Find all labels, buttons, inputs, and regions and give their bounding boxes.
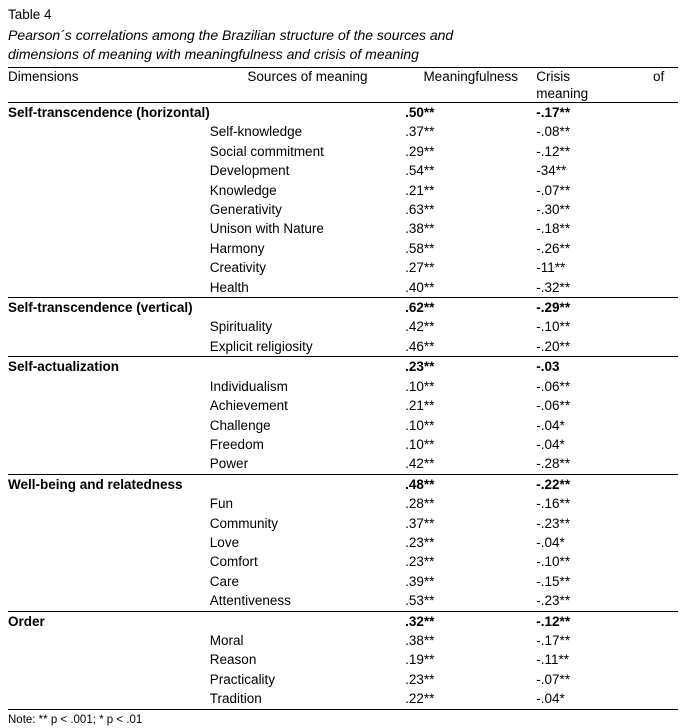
cell-dimension	[8, 337, 210, 357]
table-row	[8, 258, 678, 277]
caption-word-10: and	[429, 27, 454, 43]
caption-word-2: correlations	[75, 27, 149, 43]
cell-meaningfulness: .29**	[405, 143, 435, 159]
cell-crisis: -.16**	[536, 496, 571, 512]
cell-source: Care	[209, 573, 240, 589]
cell-dimension	[8, 650, 210, 669]
cell-meaningfulness: .27**	[405, 260, 435, 276]
cell-meaningfulness: .21**	[405, 398, 435, 414]
table-row	[8, 631, 678, 650]
cell-dimension	[8, 142, 210, 161]
cell-source: Knowledge	[209, 182, 277, 198]
cell-meaningfulness: .37**	[405, 515, 435, 531]
cell-crisis: -.11**	[536, 652, 570, 668]
cell-crisis: -.03	[536, 357, 678, 377]
cell-source: Generativity	[209, 202, 282, 218]
cell-crisis: -.10**	[536, 554, 571, 570]
cell-meaningfulness: .48**	[405, 474, 536, 494]
cell-source: Challenge	[209, 417, 271, 433]
cell-source	[210, 474, 405, 494]
table-row-group	[8, 103, 678, 123]
cell-dimension	[8, 631, 210, 650]
cell-meaningfulness: .22**	[405, 691, 435, 707]
cell-dimension	[8, 258, 210, 277]
caption-word-7: of	[337, 27, 350, 43]
header-crisis-word-2: of	[653, 69, 665, 84]
cell-source: Spirituality	[209, 319, 273, 335]
cell-source: Moral	[209, 632, 244, 648]
cell-source: Power	[209, 456, 249, 472]
caption-word-9: sources	[376, 27, 426, 43]
caption-word-4: the	[198, 27, 219, 43]
table-row	[8, 377, 678, 396]
table-row-group	[8, 474, 678, 494]
caption-word-8: the	[353, 27, 374, 43]
cell-meaningfulness: .50**	[405, 103, 536, 123]
table-row	[8, 122, 678, 141]
cell-source: Health	[209, 279, 249, 295]
table-row	[8, 454, 678, 474]
cell-meaningfulness: .28**	[405, 496, 435, 512]
table-row	[8, 533, 678, 552]
cell-source: Achievement	[209, 398, 288, 414]
cell-meaningfulness: .54**	[405, 163, 435, 179]
cell-crisis: -.28**	[536, 456, 571, 472]
cell-meaningfulness: .46**	[405, 338, 435, 354]
cell-meaningfulness: .62**	[405, 298, 536, 318]
cell-source	[210, 103, 405, 123]
table-row	[8, 317, 678, 336]
cell-dimension	[8, 396, 210, 415]
cell-crisis: -.29**	[536, 298, 678, 318]
cell-dimension: Order	[8, 611, 210, 631]
cell-meaningfulness: .21**	[405, 182, 435, 198]
cell-crisis: -.07**	[536, 671, 571, 687]
cell-crisis: -.06**	[536, 378, 571, 394]
caption-word-1: Pearson´s	[8, 27, 72, 43]
cell-meaningfulness: .42**	[405, 456, 435, 472]
table-row	[8, 494, 678, 513]
cell-source: Unison with Nature	[209, 221, 324, 237]
cell-meaningfulness: .10**	[405, 417, 435, 433]
cell-source: Practicality	[209, 671, 276, 687]
cell-source	[210, 611, 405, 631]
table-row	[8, 396, 678, 415]
cell-meaningfulness: .10**	[405, 378, 435, 394]
cell-source: Tradition	[209, 691, 262, 707]
table-row	[8, 181, 678, 200]
table-header-row	[8, 68, 678, 103]
table-number: Table 4	[8, 7, 52, 22]
cell-meaningfulness: .42**	[405, 319, 435, 335]
cell-crisis: -.15**	[536, 573, 571, 589]
cell-crisis: -.12**	[536, 611, 678, 631]
cell-meaningfulness: .39**	[405, 573, 435, 589]
header-crisis-word-3: meaning	[536, 86, 589, 101]
cell-source: Fun	[209, 496, 234, 512]
cell-meaningfulness: .19**	[405, 652, 435, 668]
cell-crisis: -.04*	[536, 534, 565, 550]
cell-dimension	[8, 454, 210, 474]
table-row-group	[8, 611, 678, 631]
table-row	[8, 670, 678, 689]
cell-dimension	[8, 181, 210, 200]
cell-source: Creativity	[209, 260, 267, 276]
cell-crisis: -.23**	[536, 515, 571, 531]
cell-source: Self-knowledge	[209, 124, 303, 140]
cell-dimension	[8, 377, 210, 396]
cell-dimension	[8, 200, 210, 219]
table-caption-line-1	[8, 26, 678, 45]
table-row	[8, 142, 678, 161]
header-meaningfulness: Meaningfulness	[405, 68, 536, 103]
table-row	[8, 650, 678, 669]
cell-crisis: -.17**	[536, 632, 571, 648]
cell-dimension: Self-transcendence (horizontal)	[8, 103, 210, 123]
cell-dimension	[8, 689, 210, 709]
cell-meaningfulness: .37**	[405, 124, 435, 140]
cell-source: Individualism	[209, 378, 288, 394]
cell-source	[210, 298, 405, 318]
cell-crisis: -34**	[536, 163, 567, 179]
cell-crisis: -.10**	[536, 319, 571, 335]
table-row	[8, 161, 678, 180]
cell-source: Attentiveness	[209, 593, 291, 609]
cell-crisis: -.26**	[536, 240, 571, 256]
cell-source: Community	[209, 515, 279, 531]
cell-crisis: -.32**	[536, 279, 571, 295]
cell-meaningfulness: .58**	[405, 240, 435, 256]
cell-dimension	[8, 219, 210, 238]
cell-dimension	[8, 514, 210, 533]
cell-meaningfulness: .63**	[405, 202, 435, 218]
cell-source: Reason	[209, 652, 257, 668]
table-row	[8, 337, 678, 357]
cell-dimension	[8, 161, 210, 180]
cell-meaningfulness: .23**	[405, 357, 536, 377]
cell-source: Freedom	[209, 436, 264, 452]
cell-source: Comfort	[209, 554, 258, 570]
cell-crisis: -.04*	[536, 691, 565, 707]
cell-source: Social commitment	[209, 143, 324, 159]
table-row	[8, 552, 678, 571]
cell-dimension: Well-being and relatedness	[8, 474, 210, 494]
cell-meaningfulness: .23**	[405, 554, 435, 570]
table-caption	[8, 26, 678, 64]
cell-meaningfulness: .23**	[405, 534, 435, 550]
correlations-table	[8, 67, 678, 710]
cell-crisis: -.12**	[536, 143, 571, 159]
cell-dimension	[8, 552, 210, 571]
cell-dimension: Self-actualization	[8, 357, 210, 377]
cell-source: Development	[209, 163, 290, 179]
table-row-group	[8, 298, 678, 318]
cell-dimension	[8, 122, 210, 141]
cell-meaningfulness: .53**	[405, 593, 435, 609]
table-row	[8, 278, 678, 298]
cell-crisis: -.22**	[536, 474, 678, 494]
cell-dimension	[8, 533, 210, 552]
header-dimensions: Dimensions	[8, 68, 210, 103]
table-row	[8, 689, 678, 709]
cell-meaningfulness: .10**	[405, 436, 435, 452]
table-note: Note: ** p < .001; * p < .01	[8, 713, 143, 726]
table-row	[8, 572, 678, 591]
table-row	[8, 239, 678, 258]
cell-dimension: Self-transcendence (vertical)	[8, 298, 210, 318]
cell-meaningfulness: .38**	[405, 221, 435, 237]
cell-source: Explicit religiosity	[209, 338, 313, 354]
cell-crisis: -.30**	[536, 202, 571, 218]
cell-source: Harmony	[209, 240, 265, 256]
header-sources: Sources of meaning	[210, 68, 405, 103]
cell-meaningfulness: .38**	[405, 632, 435, 648]
cell-crisis: -.04*	[536, 436, 565, 452]
cell-meaningfulness: .23**	[405, 671, 435, 687]
caption-word-3: among	[151, 27, 195, 43]
cell-dimension	[8, 317, 210, 336]
cell-crisis: -.18**	[536, 221, 571, 237]
cell-crisis: -.23**	[536, 593, 571, 609]
cell-crisis: -.04*	[536, 417, 565, 433]
cell-crisis: -.08**	[536, 124, 571, 140]
cell-crisis: -11**	[536, 260, 566, 276]
caption-word-6: structure	[279, 27, 335, 43]
header-crisis-word-1: Crisis	[536, 69, 571, 84]
cell-source: Love	[209, 534, 240, 550]
cell-dimension	[8, 572, 210, 591]
table-row	[8, 514, 678, 533]
cell-crisis: -.06**	[536, 398, 571, 414]
table-row	[8, 416, 678, 435]
cell-meaningfulness: .40**	[405, 279, 435, 295]
cell-crisis: -.20**	[536, 338, 571, 354]
header-crisis-of-meaning	[536, 68, 678, 103]
cell-source	[210, 357, 405, 377]
cell-dimension	[8, 670, 210, 689]
cell-dimension	[8, 435, 210, 454]
caption-word-5: Brazilian	[222, 27, 276, 43]
table-row	[8, 200, 678, 219]
table-row-group	[8, 357, 678, 377]
cell-dimension	[8, 494, 210, 513]
table-row	[8, 591, 678, 611]
cell-dimension	[8, 239, 210, 258]
cell-dimension	[8, 591, 210, 611]
table-row	[8, 435, 678, 454]
cell-dimension	[8, 416, 210, 435]
cell-meaningfulness: .32**	[405, 611, 536, 631]
cell-crisis: -.17**	[536, 103, 678, 123]
cell-dimension	[8, 278, 210, 298]
cell-crisis: -.07**	[536, 182, 571, 198]
table-row	[8, 219, 678, 238]
table-caption-line-2: dimensions of meaning with meaningfulness and crisis of meaning	[8, 46, 419, 62]
